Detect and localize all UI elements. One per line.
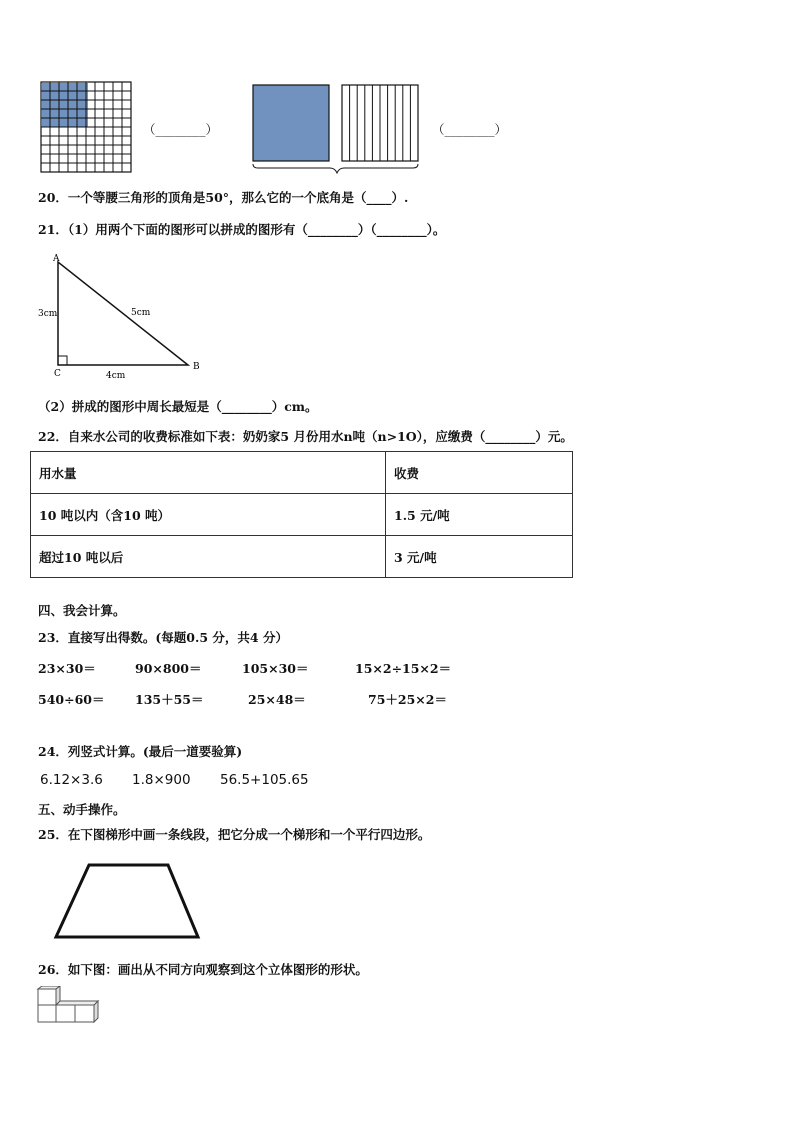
table-cell: 超过10 吨以后 xyxy=(31,536,386,578)
vertex-c-label: C xyxy=(54,369,61,379)
q24-item: 6.12×3.6 xyxy=(40,772,103,788)
fee-table xyxy=(30,451,573,578)
q23-item: 105×30＝ xyxy=(242,661,309,676)
q23-item: 90×800＝ xyxy=(135,661,202,676)
trapezoid-figure xyxy=(50,860,205,944)
right-triangle-figure xyxy=(36,252,216,382)
table-row xyxy=(31,536,573,578)
table-header-cell: 用水量 xyxy=(31,452,386,494)
q24-item: 56.5+105.65 xyxy=(220,772,309,788)
vertex-b-label: B xyxy=(193,362,200,372)
q21-part2: （2）拼成的图形中周长最短是（________）cm。 xyxy=(38,399,318,414)
q23-item: 23×30＝ xyxy=(38,661,96,676)
section5-title: 五、动手操作。 xyxy=(38,802,126,817)
grid-100-figure xyxy=(40,81,133,174)
q20-text: 20．一个等腰三角形的顶角是50°，那么它的一个底角是（____）. xyxy=(38,190,409,205)
table-cell: 3 元/吨 xyxy=(386,536,573,578)
cube-solid-figure xyxy=(36,986,100,1024)
side-ac-label: 3cm xyxy=(38,309,58,319)
side-ab-label: 5cm xyxy=(131,308,151,318)
q23-title: 23．直接写出得数。(每题0.5 分，共4 分） xyxy=(38,630,288,645)
table-row xyxy=(31,452,573,494)
q23-item: 135＋55＝ xyxy=(135,692,204,707)
q19-left-blank[interactable]: （________） xyxy=(143,122,219,137)
q24-title: 24．列竖式计算。(最后一道要验算) xyxy=(38,744,243,759)
q23-item: 15×2÷15×2＝ xyxy=(355,661,452,676)
q23-item: 540÷60＝ xyxy=(38,692,105,707)
q21-part1: 21．（1）用两个下面的图形可以拼成的图形有（________）（________）。 xyxy=(38,222,446,237)
table-header-cell: 收费 xyxy=(386,452,573,494)
table-row xyxy=(31,494,573,536)
table-cell: 10 吨以内（含10 吨） xyxy=(31,494,386,536)
decimal-squares-figure xyxy=(250,84,425,174)
table-cell: 1.5 元/吨 xyxy=(386,494,573,536)
q19-right-blank[interactable]: （________） xyxy=(432,122,508,137)
q24-item: 1.8×900 xyxy=(132,772,191,788)
section4-title: 四、我会计算。 xyxy=(38,603,126,618)
q26-text: 26．如下图：画出从不同方向观察到这个立体图形的形状。 xyxy=(38,962,368,977)
q23-item: 25×48＝ xyxy=(248,692,306,707)
q22-text: 22．自来水公司的收费标准如下表：奶奶家5 月份用水n吨（n>1O），应缴费（________）元。 xyxy=(38,429,573,444)
q25-text: 25．在下图梯形中画一条线段，把它分成一个梯形和一个平行四边形。 xyxy=(38,827,431,842)
vertex-a-label: A xyxy=(53,254,60,264)
q23-item: 75＋25×2＝ xyxy=(368,692,447,707)
side-cb-label: 4cm xyxy=(106,371,126,381)
